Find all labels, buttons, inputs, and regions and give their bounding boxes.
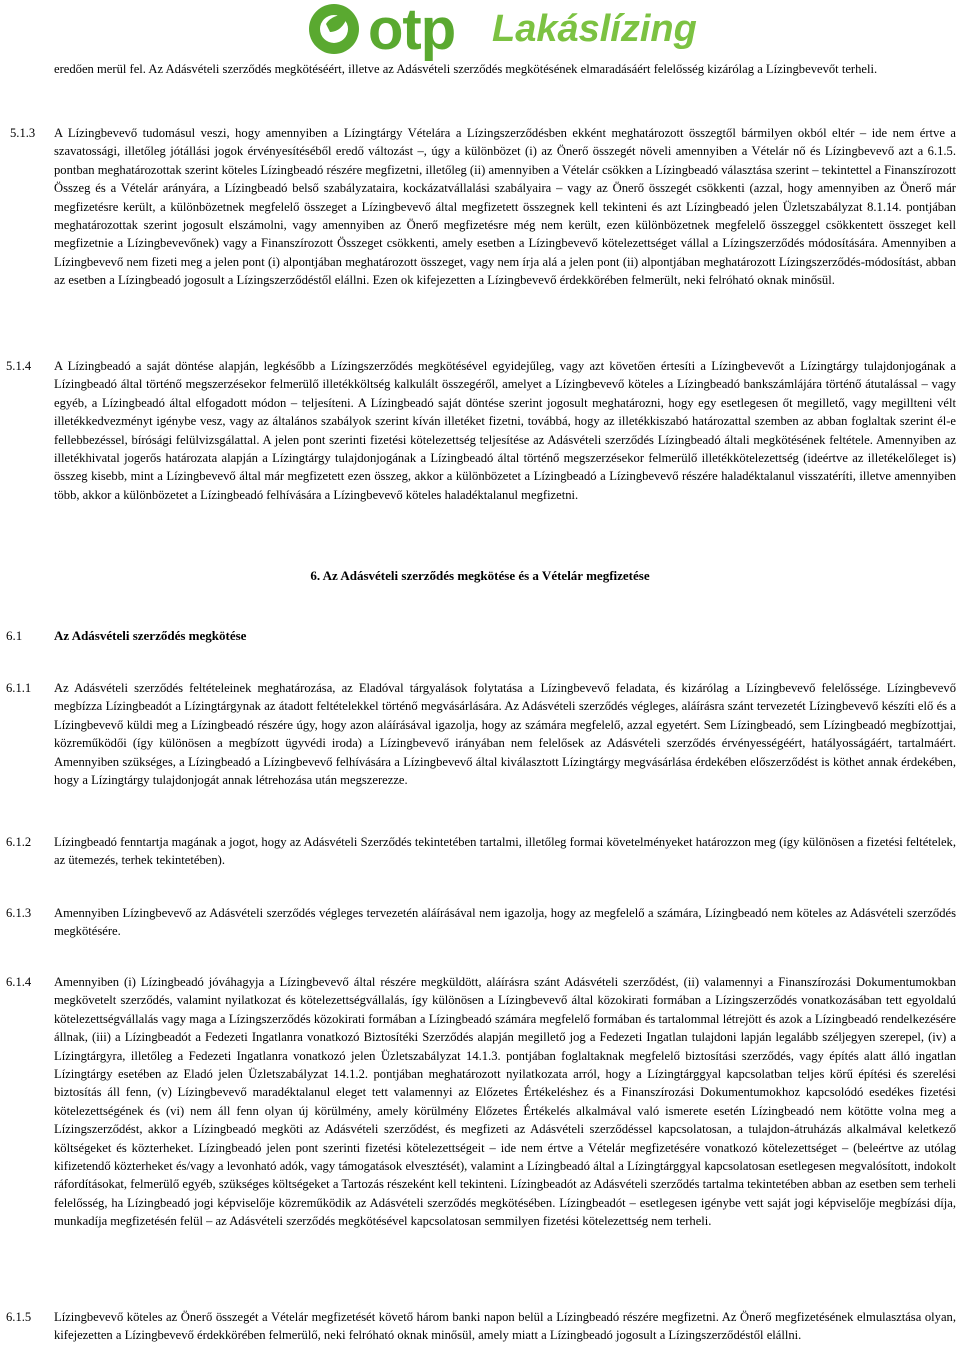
section-number: 6.1.1 [6,681,32,695]
section-text: Amennyiben Lízingbevevő az Adásvételi szerződés végleges tervezetén aláírásával nem igazolja, hogy az megfelelő a számára, Lízingbeadó nem köteles az Adásvételi szerződés megkötésére. [54,906,956,939]
intro-paragraph: eredően merül fel. Az Adásvételi szerződés megkötéséért, illetve az Adásvételi szerződés megkötésének elmaradásáért felelősség kizárólag a Lízingbevevőt terheli. [54,62,878,76]
section-number: 6.1.3 [6,906,32,920]
section-number: 6.1.2 [6,835,32,849]
section-number: 5.1.4 [6,359,32,373]
section-text: Lízingbeadó fenntartja magának a jogot, hogy az Adásvételi Szerződés tekintetében tartalmi, illetőleg formai követelményeket határozzon meg (így különösen a fizetési feltételek, az ütemezés, terhek tekintetében). [54,835,956,868]
chapter-6-heading: 6. Az Adásvételi szerződés megkötése és a Vételár megfizetése [310,568,650,583]
section-text: Az Adásvételi szerződés feltételeinek meghatározása, az Eladóval tárgyalások folytatása a Lízingbevevő feladata, és kizárólag a Lízingbevevő felelőssége. Lízingbevevő megbízza Lízingbeadót a Lízingtárgynak az átadott feltételekkel történő megvásárlására. Az Adásvételi szerződés végleges, aláírásra szánt tervezetét Lízingbevevő készíti elő és a Lízingbevevő küldi meg a Lízingbeadó részére úgy, hogy azon aláírásával igazolja, hogy az számára megfelelő, azzal egyetért. Sem Lízingbeadó, sem Lízingbeadó megbízottjai, közreműködői (így különösen a megbízott ügyvédi iroda) a Lízingbevevő irányában nem felelősek az Adásvételi szerződés érvényességéért, hatályosságáért, tartalmáért. Amennyiben szükséges, a Lízingbeadó a Lízingbevevő felhívására a Lízingbevevő által kiválasztott Lízingtárgy megvásárlása érdekében előszerződést is köthet annak érdekében, hogy a Lízingtárgy tulajdonjogát annak létrehozása után megszerezze. [54,681,956,788]
section-text: Lízingbevevő köteles az Önerő összegét a Vételár megfizetését követő három banki napon belül a Lízingbeadó részére megfizetni. Az Önerő megfizetésének elmulasztása olyan, kifejezetten a Lízingbevevő érdekkörében felmerülő, neki felróható oknak minősül, amely miatt a Lízingbeadó jogosult a Lízingszerződéstől elállni. [54,1310,956,1343]
logo-otp-text: otp [368,0,456,62]
section-number: 6.1 [6,628,23,643]
section-number: 6.1.4 [6,975,32,989]
logo-subtitle-text: Lakáslízing [492,8,697,50]
section-number: 5.1.3 [10,126,36,140]
section-text: A Lízingbeadó a saját döntése alapján, legkésőbb a Lízingszerződés megkötésével egyidejűleg, vagy azt követően értesíti a Lízingbevevőt a Lízingtárgy tulajdonjogának a Lízingbeadó által történő megszerzésekor felmerülő illetékköltség kalkulált összegéről, amelyet a Lízingbevevő köteles a Lízingbeadó bankszámlájára történő átutalással – vagy egyéb, a Lízingbeadó által elfogadott módon – teljesíteni. A Lízingbeadó saját döntése szerint jogosult meghatározni, hogy egy esetlegesen őt megillető, vagy megillteni vélt illetékkedvezményt igénybe vesz, vagy az általános szabályok szerint kíván illetéket fizetni, továbbá, hogy az illetékkiszabó határozattal szemben az abban foglaltak szerint él-e fellebbezéssel, bírósági felülvizsgálattal. A jelen pont szerinti fizetési kötelezettség teljesítése az Adásvételi szerződés Lízingbeadó általi megkötésének feltétele. Amennyiben az illetékhivatal jogerős határozata alapján a Lízingtárgy tulajdonjogának a Lízingbeadó által történő megszerzésekor felmerülő illetékkötelezettség (ideértve az illetékelőleget is) összeg kisebb, mint a Lízingbevevő által már megfizetett ezen összeg, akkor a különbözetet a Lízingbeadó a Lízingbevevő részére haladéktalanul visszatéríti, illetve amennyiben több, akkor a különbözetet a Lízingbeadó felhívására a Lízingbevevő köteles haladéktalanul megfizetni. [54,359,956,502]
section-text: Amennyiben (i) Lízingbeadó jóváhagyja a Lízingbevevő által részére megküldött, aláírásra szánt Adásvételi szerződést, (ii) valamennyi a Finanszírozási Dokumentumokban megkövetelt szerződés, valamint nyilatkozat és kötelezettségvállalás, így különösen a Lízingbevevő által közokirati formában a Lízingszerződés vonatkozásában tett egyoldalú kötelezettségvállalás vagy maga a Lízingszerződés közokirati formában a Lízingbeadó számára megfelelő formában és tartalommal létrejött és azok a Lízingbeadó rendelkezésére állnak, (iii) a Lízingbeadót a Fedezeti Ingatlanra vonatkozó Biztosítéki Szerződés alapján megillető jog a Fedezeti Ingatlan tulajdoni lapján legalább széljegyen szerepel, (iv) a Lízingtárgyra, illetőleg a Fedezeti Ingatlanra vonatkozó jelen Üzletszabályzat 14.1.3. pontjában foglaltaknak megfelelő biztosítási szerződés, vagy építés alatt álló ingatlan Lízingtárgy esetében az Eladó jelen Üzletszabályzat 14.1.2. pontjában meghatározott nyilatkozata arról, hogy a Lízingtárggyal kapcsolatban teljes körű építési és szerelési biztosítás áll fenn, (v) Lízingbevevő maradéktalanul eleget tett valamennyi az Előzetes Értékeléshez és a Finanszírozási Dokumentumokhoz kapcsolódó esedékes fizetési kötelezettségének és (vi) nem áll fenn olyan új körülmény, amely körülmény Előzetes Értékelés alkalmával való ismerete esetén Lízingbeadó nem kötötte volna meg a Lízingszerződést, akkor a Lízingbeadó megköti az Adásvételi szerződést, és megfizeti az Adásvételi szerződéssel kapcsolatosan, a tulajdon-átruházás alkalmával keletkező költségeket és közterheket. Lízingbeadó jelen pont szerinti fizetési kötelezettségeit – ide nem értve a Vételár megfizetésére vonatkozó kötelezettséget – (beleértve az utólag kifizetendő közterheket és/vagy a levonható adók, vagy támogatások elvesztését), valamint a Lízingbeadó által a Lízingtárggyal kapcsolatosan esetlegesen megvalósított, indokolt ráfordításokat, felmerülő egyéb, szükséges költségeket a Tartozás részeként kell tekinteni. Lízingbeadót az Adásvételi szerződés tartalma tekintetében abban az esetben sem terheli felelősség, ha Lízingbeadó jogi képviselője közreműködik az Adásvételi szerződés megkötésében. Lízingbeadót – esetlegesen igénybe vett saját jogi képviselője megbízási díja, munkadíja megfizetésén felül – az Adásvételi szerződés megkötésével kapcsolatosan semmilyen fizetési kötelezettség nem terheli. [54,975,956,1229]
otp-lakaslizing-logo [304,0,697,62]
section-title: Az Adásvételi szerződés megkötése [54,628,247,643]
otp-leaf-icon [304,2,364,56]
page-header [0,0,960,62]
section-number: 6.1.5 [6,1310,32,1324]
section-text: A Lízingbevevő tudomásul veszi, hogy amennyiben a Lízingtárgy Vételára a Lízingszerződésben ekként meghatározott összegtől bármilyen okból eltér – ide nem értve a szavatossági, illetőleg jótállási jogok érvényesítéséből eredő változást –, úgy a különbözet (i) az Önerő összegét növeli amennyiben a Vételár nő és Lízingbevevő azt a 6.1.5. pontban meghatározottak szerint köteles Lízingbeadó részére megfizetni, illetőleg (ii) amennyiben a Vételár csökken a Lízingbeadó választása szerint – tekintettel a Finanszírozott Összeg és a Vételár arányára, a Lízingbeadó belső szabályzataira, kockázatvállalási szabályaira – vagy az Önerő összegét csökkenti (azzal, hogy amennyiben az Önerő már megfizetésre került, a különbözetnek megfelelő összeget a Lízingbevevő által megfizetett összegnek kell tekinteni és azt Lízingbeadó jelen Üzletszabályzat 8.1.14. pontjában meghatározottak szerint jogosult elszámolni, vagy amennyiben az Önerő megfizetésre még nem került, ezen különbözetnek megfelelő összeggel csökkentett összeget kell megfizetnie a Lízingbevevőnek) vagy a Finanszírozott Összeget csökkenti, amely esetben a Lízingbevevő kötelezettséget vállal a Lízingszerződés módosítására. Amennyiben a Lízingbevevő nem fizeti meg a jelen pont (i) alpontjában meghatározott összeget, vagy nem írja alá a jelen pont (ii) alpontjában meghatározott Lízingszerződés-módosítást, abban az esetben a Lízingbeadó jogosult a Lízingszerződéstől elállni. Ezen ok kifejezetten a Lízingbevevő érdekkörében felmerült, neki felróható oknak minősül. [54,126,956,288]
